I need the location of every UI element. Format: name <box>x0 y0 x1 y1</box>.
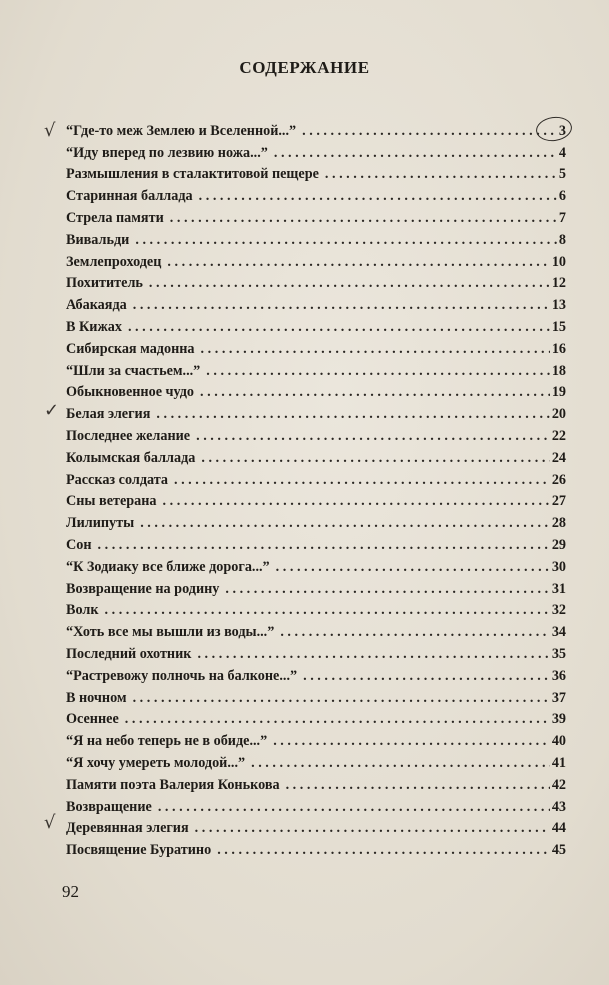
toc-entry <box>66 532 566 554</box>
handwritten-check-mark: √ <box>44 120 56 141</box>
toc-entry-page: 39 <box>551 711 566 728</box>
dot-leader <box>149 274 550 292</box>
toc-entry-title: Абакаяда <box>66 297 127 314</box>
toc-entry-page: 44 <box>551 820 566 837</box>
toc-entry-page: 36 <box>551 667 566 684</box>
toc-entry-page: 32 <box>551 602 566 619</box>
toc-entry <box>66 837 566 859</box>
toc-entry-title: Белая элегия <box>66 406 151 423</box>
toc-entry-title: Волк <box>66 602 99 619</box>
dot-leader <box>170 209 557 227</box>
toc-entry-title: “К Зодиаку все ближе дорога...” <box>66 558 270 575</box>
dot-leader <box>125 710 550 728</box>
toc-entry-page: 40 <box>551 733 566 750</box>
toc-entry <box>66 140 566 162</box>
handwritten-check-mark: ✓ <box>44 400 60 421</box>
dot-leader <box>98 536 550 554</box>
toc-entry <box>66 162 566 184</box>
toc-entry-title: Старинная баллада <box>66 188 193 205</box>
toc-entry-title: Последний охотник <box>66 645 192 662</box>
dot-leader <box>201 449 549 467</box>
toc-entry <box>66 663 566 685</box>
toc-entry-page: 15 <box>551 318 566 335</box>
toc-entry-page: 26 <box>551 471 566 488</box>
page-number: 92 <box>62 882 79 901</box>
dot-leader <box>225 580 549 598</box>
toc-entry-title: Деревянная элегия <box>66 820 189 837</box>
toc-entry-title: Посвящение Буратино <box>66 842 212 859</box>
toc-entry-title: Памяти поэта Валерия Конькова <box>66 776 280 793</box>
dot-leader <box>276 558 550 576</box>
toc-entry-title: Обыкновенное чудо <box>66 384 195 401</box>
toc-entry <box>66 292 566 314</box>
toc-entry-title: “Я на небо теперь не в обиде...” <box>66 733 268 750</box>
toc-entry-page: 6 <box>558 188 566 205</box>
dot-leader <box>140 514 550 532</box>
dot-leader <box>286 776 550 794</box>
toc-entry-page: 43 <box>551 798 566 815</box>
toc-entry-title: Сны ветерана <box>66 493 157 510</box>
toc-entry-title: “Шли за счастьем...” <box>66 362 201 379</box>
toc-entry <box>66 707 566 729</box>
toc-entry-title: Землепроходец <box>66 253 162 270</box>
toc-entry-page: 31 <box>551 580 566 597</box>
toc-entry-title: Возвращение на родину <box>66 580 220 597</box>
dot-leader <box>156 405 549 423</box>
toc-entry-page: 12 <box>551 275 566 292</box>
toc-entry-title: Сибирская мадонна <box>66 340 195 357</box>
toc-entry-page: 18 <box>551 362 566 379</box>
toc-entry-page: 19 <box>551 384 566 401</box>
dot-leader <box>128 318 550 336</box>
dot-leader <box>174 471 550 489</box>
toc-entry-page: 4 <box>558 144 566 161</box>
dot-leader <box>158 798 550 816</box>
toc-entry <box>66 380 566 402</box>
toc-entry <box>66 641 566 663</box>
dot-leader <box>201 340 550 358</box>
toc-entry-title: “Хоть все мы вышли из воды...” <box>66 624 275 641</box>
toc-entry-title: Размышления в сталактитовой пещере <box>66 166 319 183</box>
dot-leader <box>135 231 557 249</box>
toc-entry-page: 16 <box>551 340 566 357</box>
toc-entry-page: 28 <box>551 515 566 532</box>
toc-entry <box>66 183 566 205</box>
toc-entry <box>66 445 566 467</box>
toc-entry <box>66 249 566 271</box>
toc-entry-page: 10 <box>551 253 566 270</box>
toc-entry <box>66 576 566 598</box>
toc-entry-title: Вивальди <box>66 231 130 248</box>
toc-entry <box>66 467 566 489</box>
toc-entry-page: 34 <box>551 624 566 641</box>
dot-leader <box>217 841 550 859</box>
toc-entry <box>66 314 566 336</box>
toc-entry-page: 5 <box>558 166 566 183</box>
toc-entry-page: 29 <box>551 536 566 553</box>
dot-leader <box>251 754 550 772</box>
toc-entry-title: “Где-то меж Землею и Вселенной...” <box>66 122 297 139</box>
toc-entry-page: 27 <box>551 493 566 510</box>
dot-leader <box>199 187 557 205</box>
toc-entry-title: “Растревожу полночь на балконе...” <box>66 667 298 684</box>
toc-entry-page: 8 <box>558 231 566 248</box>
dot-leader <box>196 427 550 445</box>
dot-leader <box>133 689 550 707</box>
toc-entry <box>66 358 566 380</box>
toc-entry-title: В ночном <box>66 689 127 706</box>
dot-leader <box>163 492 550 510</box>
toc-entry <box>66 118 566 140</box>
toc-entry <box>66 271 566 293</box>
dot-leader <box>325 165 557 183</box>
toc-entry-title: “Иду вперед по лезвию ножа...” <box>66 144 268 161</box>
handwritten-check-mark: √ <box>44 812 56 833</box>
toc-entry <box>66 423 566 445</box>
dot-leader <box>206 362 550 380</box>
toc-entry-title: Последнее желание <box>66 427 191 444</box>
toc-entry-title: Возвращение <box>66 798 152 815</box>
toc-entry-page: 35 <box>551 645 566 662</box>
toc-entry-title: Стрела памяти <box>66 209 164 226</box>
toc-entry-title: Лилипуты <box>66 515 135 532</box>
toc-entry <box>66 205 566 227</box>
toc-entry <box>66 750 566 772</box>
toc-entry-title: В Кижах <box>66 318 122 335</box>
toc-entry-page: 42 <box>551 776 566 793</box>
toc-entry <box>66 401 566 423</box>
dot-leader <box>133 296 550 314</box>
dot-leader <box>302 122 557 140</box>
toc-entry <box>66 510 566 532</box>
dot-leader <box>197 645 549 663</box>
dot-leader <box>303 667 550 685</box>
toc-entry <box>66 227 566 249</box>
toc-entry-title: Рассказ солдата <box>66 471 168 488</box>
table-of-contents <box>66 118 566 859</box>
toc-entry-page: 20 <box>551 406 566 423</box>
toc-entry-title: “Я хочу умереть молодой...” <box>66 754 246 771</box>
toc-entry <box>66 489 566 511</box>
toc-entry-page: 37 <box>551 689 566 706</box>
toc-entry <box>66 336 566 358</box>
dot-leader <box>105 601 550 619</box>
dot-leader <box>195 819 550 837</box>
toc-entry-title: Осеннее <box>66 711 119 728</box>
dot-leader <box>273 732 550 750</box>
toc-entry-title: Колымская баллада <box>66 449 196 466</box>
toc-entry <box>66 619 566 641</box>
toc-entry-page: 45 <box>551 842 566 859</box>
toc-entry-page: 22 <box>551 427 566 444</box>
toc-entry-page: 24 <box>551 449 566 466</box>
toc-entry-page: 7 <box>558 209 566 226</box>
toc-entry-page: 13 <box>551 297 566 314</box>
toc-entry-title: Сон <box>66 536 92 553</box>
dot-leader <box>167 253 549 271</box>
toc-entry <box>66 728 566 750</box>
toc-entry <box>66 816 566 838</box>
dot-leader <box>280 623 549 641</box>
page-title: СОДЕРЖАНИЕ <box>239 58 370 77</box>
toc-entry-page: 41 <box>551 754 566 771</box>
toc-entry <box>66 794 566 816</box>
toc-entry <box>66 685 566 707</box>
dot-leader <box>200 383 550 401</box>
toc-entry <box>66 554 566 576</box>
toc-entry-page: 30 <box>551 558 566 575</box>
toc-entry <box>66 598 566 620</box>
toc-entry <box>66 772 566 794</box>
dot-leader <box>274 144 557 162</box>
toc-entry-page: 3 <box>558 122 566 139</box>
toc-entry-title: Похититель <box>66 275 143 292</box>
